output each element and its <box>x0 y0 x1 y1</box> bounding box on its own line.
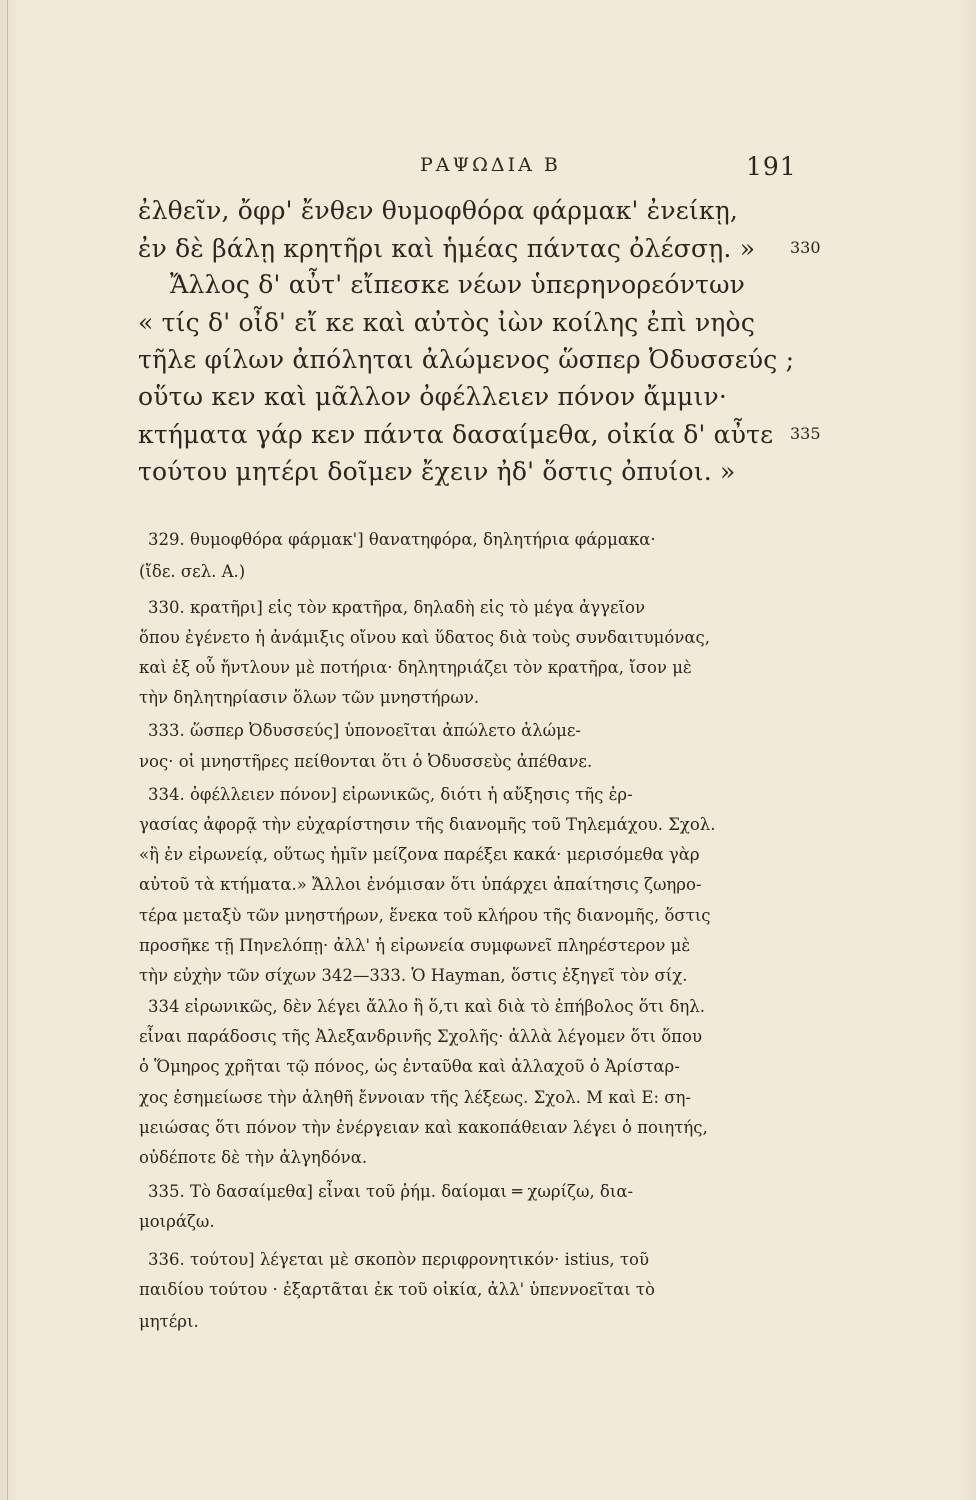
note-line <box>0 598 976 626</box>
note-text: 333. ὥσπερ Ὀδυσσεύς] ὑπονοεῖται ἀπώλετο ἀλώμε- <box>148 721 581 740</box>
note-text: ὁ Ὅμηρος χρῆται τῷ πόνος, ὡς ἐνταῦθα καὶ ἀλλαχοῦ ὁ Ἀρίσταρ- <box>139 1057 680 1076</box>
note-text: τὴν δηλητηρίασιν ὅλων τῶν μνηστήρων. <box>139 688 480 707</box>
note-text: μοιράζω. <box>139 1212 215 1231</box>
note-line <box>0 1182 976 1210</box>
page-number: 191 <box>746 152 797 181</box>
note-line <box>0 1212 976 1240</box>
note-line <box>0 562 976 590</box>
note-text: γασίας ἀφορᾷ τὴν εὐχαρίστησιν τῆς διανομῆς τοῦ Τηλεμάχου. Σχολ. <box>139 815 716 834</box>
note-line <box>0 530 976 558</box>
verse-line <box>0 196 976 232</box>
note-line <box>0 721 976 749</box>
note-line <box>0 906 976 934</box>
verse-text: « τίς δ' οἶδ' εἴ κε καὶ αὐτὸς ἰὼν κοίλης ἐπὶ νηὸς <box>138 308 756 337</box>
running-title: ΡΑΨΩΔΙΑ Β <box>420 154 561 176</box>
note-text: 335. Τὸ δασαίμεθα] εἶναι τοῦ ῥήμ. δαίομαι ═ χωρίζω, δια- <box>148 1182 634 1201</box>
verse-text: οὕτω κεν καὶ μᾶλλον ὀφέλλειεν πόνον ἄμμιν· <box>138 382 728 411</box>
note-line <box>0 628 976 656</box>
verse-line <box>0 234 976 270</box>
note-text: οὐδέποτε δὲ τὴν ἀλγηδόνα. <box>139 1148 368 1167</box>
verse-line <box>0 457 976 493</box>
note-text: ὅπου ἐγένετο ἡ ἀνάμιξις οἴνου καὶ ὕδατος διὰ τοὺς συνδαιτυμόνας, <box>139 628 710 647</box>
note-text: χος ἐσημείωσε τὴν ἀληθῆ ἔννοιαν τῆς λέξεως. Σχολ. Μ καὶ Ε: ση- <box>139 1088 692 1107</box>
note-text: αὐτοῦ τὰ κτήματα.» Ἄλλοι ἐνόμισαν ὅτι ὑπάρχει ἀπαίτησις ζωηρο- <box>139 875 702 894</box>
verse-text: τούτου μητέρι δοῖμεν ἔχειν ἠδ' ὅστις ὀπυίοι. » <box>138 457 736 486</box>
note-line <box>0 815 976 843</box>
note-text: προσῆκε τῇ Πηνελόπῃ· ἀλλ' ἡ εἰρωνεία συμφωνεῖ πληρέστερον μὲ <box>139 936 691 955</box>
note-text: 329. θυμοφθόρα φάρμακ'] θανατηφόρα, δηλητήρια φάρμακα· <box>148 530 656 549</box>
note-line <box>0 1148 976 1176</box>
note-line <box>0 1057 976 1085</box>
verse-text: Ἄλλος δ' αὖτ' εἴπεσκε νέων ὑπερηνορεόντων <box>170 270 746 299</box>
verse-line <box>0 420 976 456</box>
note-text: παιδίου τούτου · ἐξαρτᾶται ἐκ τοῦ οἰκία, ἀλλ' ὑπεννοεῖται τὸ <box>139 1280 655 1299</box>
verse-line <box>0 308 976 344</box>
note-line <box>0 1118 976 1146</box>
note-text: «ἢ ἐν εἰρωνείᾳ, οὕτως ἡμῖν μείζονα παρέξει κακά· μερισόμεθα γὰρ <box>139 845 700 864</box>
note-line <box>0 997 976 1025</box>
note-line <box>0 875 976 903</box>
note-line <box>0 752 976 780</box>
note-line <box>0 1027 976 1055</box>
verse-text: ἐλθεῖν, ὄφρ' ἔνθεν θυμοφθόρα φάρμακ' ἐνείκῃ, <box>138 196 739 225</box>
verse-text: τῆλε φίλων ἀπόληται ἀλώμενος ὥσπερ Ὀδυσσεύς ; <box>138 345 795 374</box>
verse-line <box>0 345 976 381</box>
note-text: νος· οἱ μνηστῆρες πείθονται ὅτι ὁ Ὀδυσσεὺς ἀπέθανε. <box>139 752 593 771</box>
note-line <box>0 1250 976 1278</box>
verse-line-number: 330 <box>790 238 821 257</box>
page-header <box>0 152 976 192</box>
note-text: 334 εἰρωνικῶς, δὲν λέγει ἄλλο ἢ ὅ,τι καὶ διὰ τὸ ἐπήβολος ὅτι δηλ. <box>148 997 705 1016</box>
note-text: τέρα μεταξὺ τῶν μνηστήρων, ἕνεκα τοῦ κλήρου τῆς διανομῆς, ὅστις <box>139 906 711 925</box>
note-text: (ἴδε. σελ. Α.) <box>139 562 246 581</box>
note-line <box>0 785 976 813</box>
note-text: 330. κρατῆρι] εἰς τὸν κρατῆρα, δηλαδὴ εἰς τὸ μέγα ἀγγεῖον <box>148 598 646 617</box>
verse-line-number: 335 <box>790 424 821 443</box>
note-text: μειώσας ὅτι πόνον τὴν ἐνέργειαν καὶ κακοπάθειαν λέγει ὁ ποιητής, <box>139 1118 708 1137</box>
verse-text: κτήματα γάρ κεν πάντα δασαίμεθα, οἰκία δ' αὖτε <box>138 420 774 449</box>
note-line <box>0 1312 976 1340</box>
note-line <box>0 966 976 994</box>
verse-line <box>0 270 976 306</box>
note-line <box>0 658 976 686</box>
note-text: μητέρι. <box>139 1312 199 1331</box>
note-line <box>0 1280 976 1308</box>
note-text: καὶ ἐξ οὗ ἤντλουν μὲ ποτήρια· δηλητηριάζει τὸν κρατῆρα, ἴσον μὲ <box>139 658 692 677</box>
verse-line <box>0 382 976 418</box>
note-text: τὴν εὐχὴν τῶν σίχων 342—333. Ὁ Hayman, ὅστις ἐξηγεῖ τὸν σίχ. <box>139 966 688 985</box>
note-line <box>0 688 976 716</box>
note-line <box>0 1088 976 1116</box>
note-text: 334. ὀφέλλειεν πόνον] εἰρωνικῶς, διότι ἡ αὔξησις τῆς ἐρ- <box>148 785 633 804</box>
note-text: εἶναι παράδοσις τῆς Ἀλεξανδρινῆς Σχολῆς· ἀλλὰ λέγομεν ὅτι ὅπου <box>139 1027 702 1046</box>
verse-text: ἐν δὲ βάλῃ κρητῆρι καὶ ἡμέας πάντας ὀλέσσῃ. » <box>138 234 756 263</box>
note-text: 336. τούτου] λέγεται μὲ σκοπὸν περιφρονητικόν· istius, τοῦ <box>148 1250 649 1269</box>
note-line <box>0 936 976 964</box>
note-line <box>0 845 976 873</box>
